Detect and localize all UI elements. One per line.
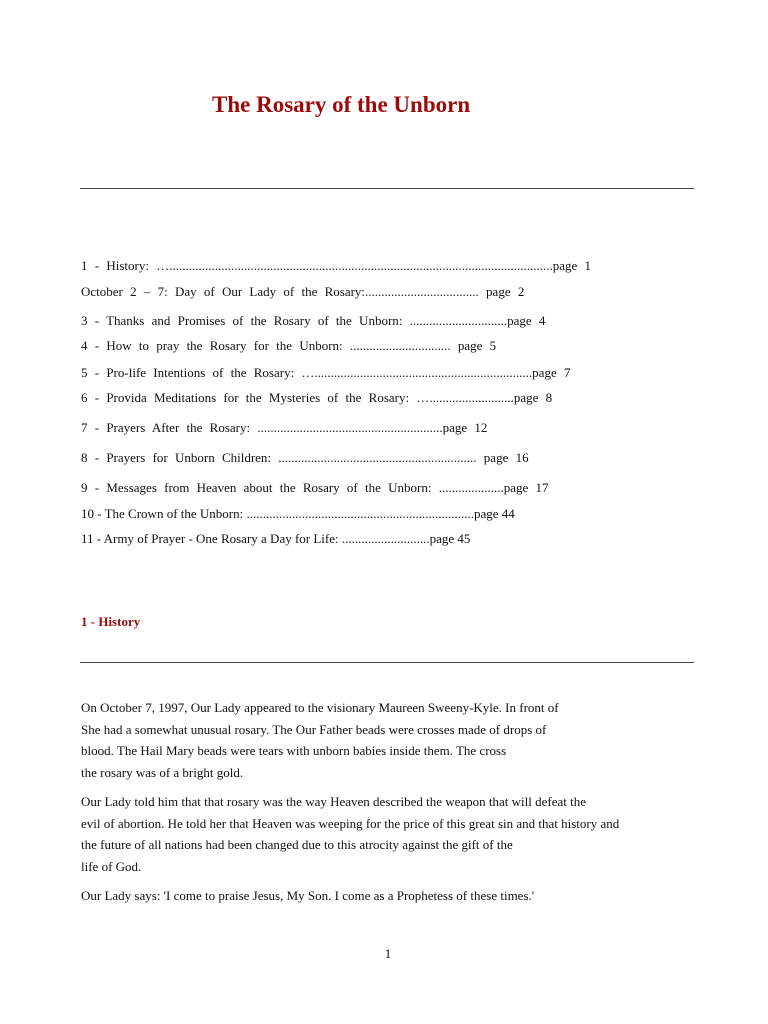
paragraph-weapon: [81, 791, 681, 877]
toc-entry-pro-life-intentions: 5 - Pro-life Intentions of the Rosary: …...................................................................page 7: [81, 365, 571, 380]
paragraph-line: Our Lady told him that that rosary was the way Heaven described the weapon that will defeat the: [81, 794, 587, 809]
toc-entry-provida-meditations: 6 - Provida Meditations for the Mysteries of the Rosary: …..........................page 8: [81, 390, 553, 405]
toc-entry-day-of-our-lady: October 2 – 7: Day of Our Lady of the Rosary:................................... page 2: [81, 284, 525, 299]
toc-entry-prayers-for-unborn: 8 - Prayers for Unborn Children: ............................................................. page 16: [81, 450, 529, 465]
paragraph-apparition: [81, 697, 681, 783]
paragraph-line: She had a somewhat unusual rosary. The Our Father beads were crosses made of drops of: [81, 721, 547, 737]
title-divider: [80, 188, 694, 189]
toc-entry-how-to-pray: 4 - How to pray the Rosary for the Unborn: ............................... page 5: [81, 338, 497, 353]
paragraph-line: On October 7, 1997, Our Lady appeared to the visionary Maureen Sweeny-Kyle. In front of: [81, 700, 559, 715]
toc-entry-thanks-and-promises: 3 - Thanks and Promises of the Rosary of the Unborn: ..............................page 4: [81, 313, 546, 328]
section-divider: [80, 662, 694, 663]
section-heading-history: 1 - History: [81, 614, 141, 629]
paragraph-line: evil of abortion. He told her that Heaven was weeping for the price of this great sin and that history and: [81, 815, 620, 831]
paragraph-line: the future of all nations had been changed due to this atrocity against the gift of the: [81, 837, 513, 852]
paragraph-line: life of God.: [81, 858, 142, 874]
paragraph-line: Our Lady says: 'I come to praise Jesus, My Son. I come as a Prophetess of these times.': [81, 888, 535, 903]
toc-entry-army-of-prayer: 11 - Army of Prayer - One Rosary a Day for Life: ...........................page 45: [81, 531, 471, 546]
document-title: The Rosary of the Unborn: [212, 92, 471, 117]
toc-entry-messages-from-heaven: 9 - Messages from Heaven about the Rosary of the Unborn: ....................page 17: [81, 480, 549, 495]
page-number: 1: [384, 946, 392, 961]
paragraph-line: the rosary was of a bright gold.: [81, 764, 244, 780]
paragraph-quote: [81, 885, 681, 907]
paragraph-line: blood. The Hail Mary beads were tears with unborn babies inside them. The cross: [81, 743, 507, 758]
toc-entry-crown-of-unborn: 10 - The Crown of the Unborn: ......................................................................page 44: [81, 506, 515, 521]
toc-entry-prayers-after: 7 - Prayers After the Rosary: .........................................................page 12: [81, 420, 488, 435]
toc-entry-history: 1 - History: …......................................................................................................................page 1: [81, 258, 591, 273]
